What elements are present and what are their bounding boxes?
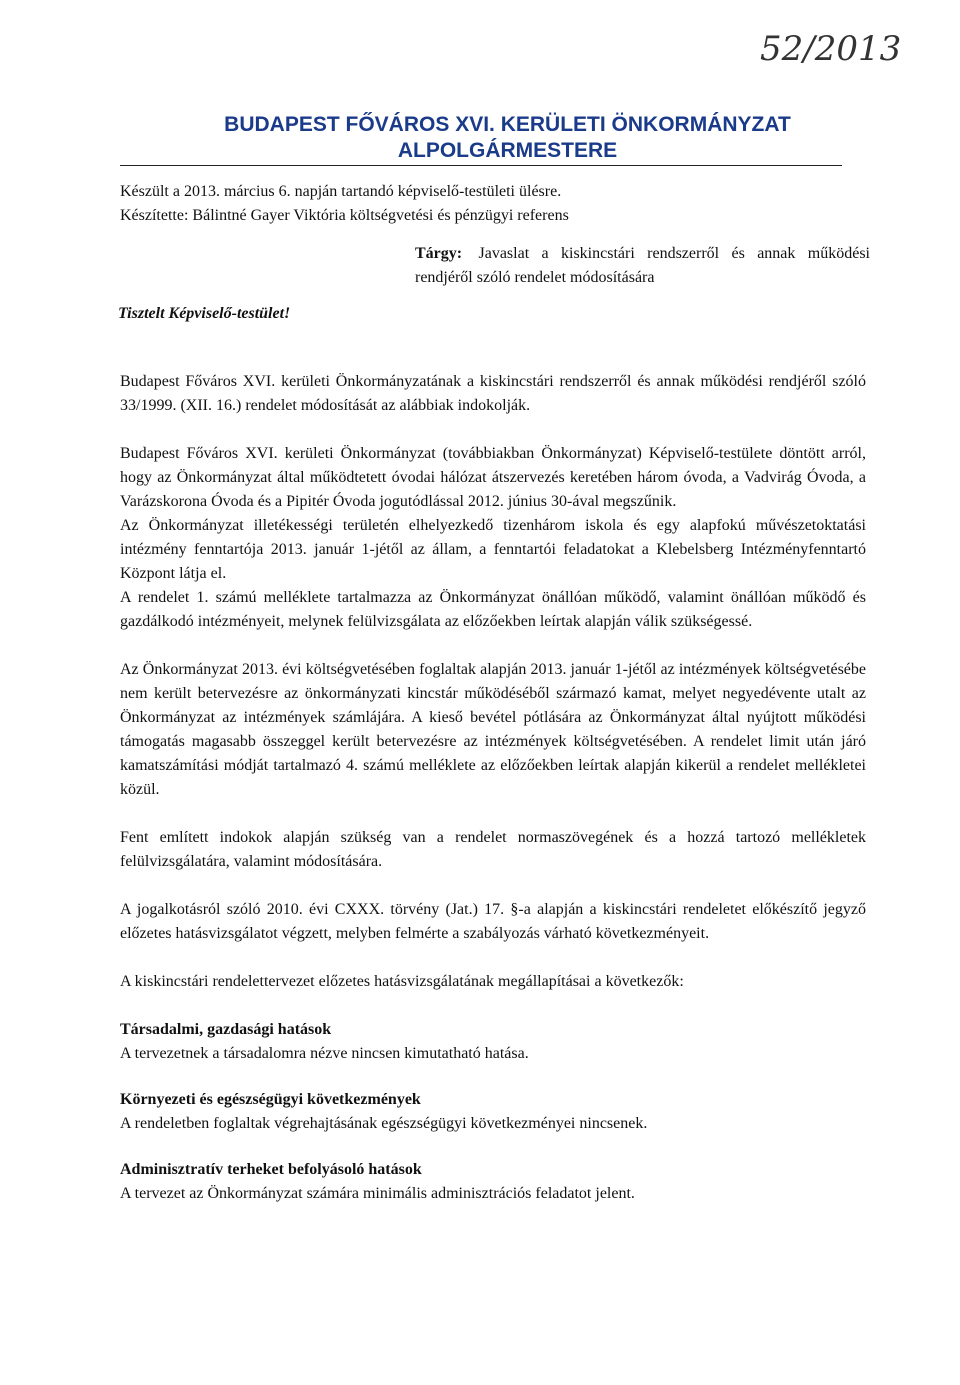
handwritten-mark <box>760 16 900 76</box>
section-administrative <box>120 1158 866 1206</box>
section-environment-health <box>120 1088 866 1136</box>
paragraph-kindergarten-reorg: Budapest Főváros XVI. kerületi Önkormányzat (továbbiakban Önkormányzat) Képviselő-testülete döntött arról, hogy az Önkormányzat által működtetett óvodai hálózat átszervezés keretében három óvoda, a Vadvirág Óvoda, a Varázskorona Óvoda és a Pipitér Óvoda jogutódlással 2012. június 30-ával megszűnik. <box>120 445 866 510</box>
paragraph-review-need: Fent említett indokok alapján szükség van a rendelet normaszövegének és a hozzá tartozó mellékletek felülvizsgálatára, valamint módosítására. <box>120 829 866 870</box>
prepared-for: Készült a 2013. március 6. napján tartandó képviselő-testületi ülésre. <box>120 183 562 200</box>
section-title: Környezeti és egészségügyi következmények <box>120 1091 421 1108</box>
subject-block <box>415 242 870 290</box>
handwritten-number-text: 52/2013 <box>760 29 900 69</box>
section-text: A tervezetnek a társadalomra nézve nincsen kimutatható hatása. <box>120 1045 529 1062</box>
section-social-economic <box>120 1018 866 1066</box>
header-line-1: BUDAPEST FŐVÁROS XVI. KERÜLETI ÖNKORMÁNYZAT <box>224 113 791 136</box>
document-meta <box>120 180 850 228</box>
paragraph-interest: Az Önkormányzat 2013. évi költségvetésében foglaltak alapján 2013. január 1-jétől az intézmények költségvetésébe nem került betervezésre az önkormányzati kincstár működéséből származó kamat, melyet negyedévente utalt az Önkormányzat az intézmények számlájára. A kieső bevétel pótlására az Önkormányzat által nyújtott működési támogatás magasabb összeggel került betervezésre az intézmények költségvetésében. A rendelet limit után járó kamatszámítási módját tartalmazó 4. számú melléklete az előzőekben leírtak alapján kikerül a rendelet mellékletei közül. <box>120 661 866 798</box>
paragraph-impact-assessment: A jogalkotásról szóló 2010. évi CXXX. törvény (Jat.) 17. §-a alapján a kiskincstári rendeletet előkészítő jegyző előzetes hatásvizsgálatot végzett, melyben felmérte a szabályozás várható következményeit. <box>120 901 866 942</box>
paragraph-annex-1: A rendelet 1. számú melléklete tartalmazza az Önkormányzat önállóan működő, valamint önállóan működő és gazdálkodó intézményeit, melynek felülvizsgálata az előzőekben leírtak alapján válik szükségessé. <box>120 589 866 630</box>
subject-text: Javaslat a kiskincstári rendszerről és annak működési rendjéről szóló rendelet módosítására <box>415 245 871 286</box>
salutation: Tisztelt Képviselő-testület! <box>118 305 291 322</box>
section-title: Társadalmi, gazdasági hatások <box>120 1021 332 1038</box>
header-line-2: ALPOLGÁRMESTERE <box>397 139 618 162</box>
subject-text-wrap <box>415 242 870 290</box>
paragraph-reason-intro: Budapest Főváros XVI. kerületi Önkormányzatának a kiskincstári rendszerről és annak működési rendjéről szóló 33/1999. (XII. 16.) rendelet módosítását az alábbiak indokolják. <box>120 373 866 414</box>
prepared-by: Készítette: Bálintné Gayer Viktória költségvetési és pénzügyi referens <box>120 207 569 224</box>
paragraph-findings-intro: A kiskincstári rendelettervezet előzetes hatásvizsgálatának megállapításai a következők: <box>120 973 684 990</box>
subject-label: Tárgy: <box>415 245 463 262</box>
header-divider <box>120 165 842 166</box>
handwritten-registration-number <box>760 16 900 76</box>
section-text: A rendeletben foglaltak végrehajtásának egészségügyi következményei nincsenek. <box>120 1115 648 1132</box>
document-header <box>175 112 840 164</box>
paragraph-school-maintainer: Az Önkormányzat illetékességi területén elhelyezkedő tizenhárom iskola és egy alapfokú művészetoktatási intézmény fenntartója 2013. január 1-jétől az állam, a fenntartói feladatokat a Klebelsberg Intézményfenntartó Központ látja el. <box>120 517 866 582</box>
section-title: Adminisztratív terheket befolyásoló hatások <box>120 1161 422 1178</box>
document-body <box>120 370 866 1228</box>
section-text: A tervezet az Önkormányzat számára minimális adminisztrációs feladatot jelent. <box>120 1185 635 1202</box>
